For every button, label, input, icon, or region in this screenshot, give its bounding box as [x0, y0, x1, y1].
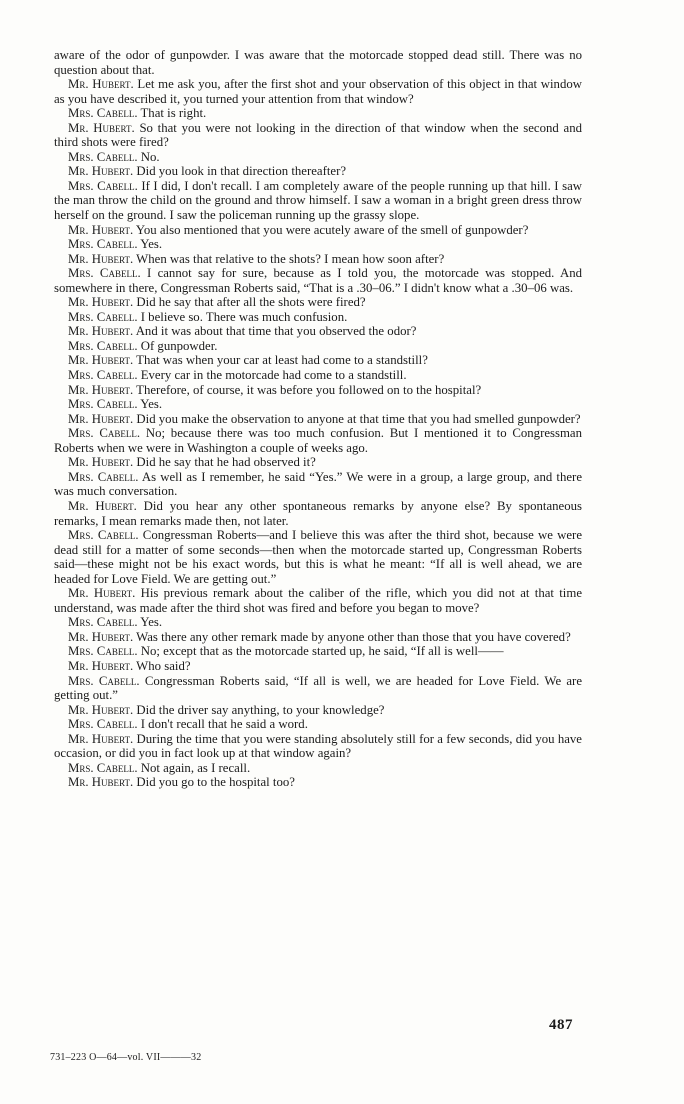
- speech-text: During the time that you were standing absolutely still for a few seconds, did you have occasion, or did you in fact look up at that window again?: [54, 731, 582, 761]
- speaker-label: Mr. Hubert.: [68, 586, 136, 601]
- speech-text: I cannot say for sure, because as I told you, the motorcade was stopped. And somewhere in there, Congressman Roberts said, “That is a .30–06.” I didn't know what a .30–06 was.: [54, 266, 583, 295]
- speaker-label: Mrs. Cabell.: [68, 368, 138, 383]
- speaker-label: Mr. Hubert.: [68, 353, 134, 368]
- speech-text: Was there any other remark made by anyone other than those that you have covered?: [136, 629, 571, 644]
- testimony-paragraph: [54, 659, 582, 674]
- speaker-label: Mr. Hubert.: [68, 222, 134, 237]
- speech-text: Did you hear any other spontaneous remarks by anyone else? By spontaneous remarks, I mean remarks made then, not later.: [54, 498, 583, 528]
- testimony-paragraph: [54, 150, 582, 165]
- speaker-label: Mr. Hubert.: [68, 731, 134, 746]
- testimony-paragraph: [54, 703, 582, 718]
- speech-text: Yes.: [140, 615, 163, 630]
- speaker-label: Mrs. Cabell.: [68, 469, 139, 484]
- testimony-paragraph: [54, 586, 582, 615]
- testimony-paragraph: [54, 368, 582, 383]
- testimony-paragraph: [54, 426, 582, 455]
- speaker-label: Mrs. Cabell.: [68, 309, 138, 324]
- speaker-label: Mrs. Cabell.: [68, 237, 138, 252]
- testimony-paragraph: [54, 295, 582, 310]
- speaker-label: Mrs. Cabell.: [68, 760, 138, 775]
- speaker-label: Mrs. Cabell.: [68, 528, 139, 543]
- testimony-text: [54, 48, 582, 790]
- testimony-paragraph: [54, 77, 582, 106]
- testimony-paragraph: [54, 499, 582, 528]
- speech-text: Did he say that after all the shots were fired?: [136, 295, 366, 310]
- testimony-paragraph: [54, 121, 582, 150]
- speech-text: Did the driver say anything, to your knowledge?: [136, 702, 385, 717]
- speech-text: His previous remark about the caliber of the rifle, which you did not at that time understand, was made after the third shot was fired and before you began to move?: [54, 586, 582, 615]
- testimony-paragraph: [54, 674, 582, 703]
- testimony-paragraph: [54, 223, 582, 238]
- speaker-label: Mr. Hubert.: [68, 295, 134, 310]
- speech-text: Every car in the motorcade had come to a standstill.: [140, 368, 407, 383]
- testimony-paragraph: [54, 353, 582, 368]
- testimony-paragraph: [54, 48, 582, 77]
- speech-text: If I did, I don't recall. I am completely aware of the people running up that hill. I saw the man throw the child on the ground and throw himself. I saw a woman in a bright green dress throw herself on the ground. I saw the policeman running up the grassy slope.: [54, 178, 582, 223]
- testimony-paragraph: [54, 252, 582, 267]
- speaker-label: Mr. Hubert.: [68, 455, 134, 470]
- testimony-paragraph: [54, 717, 582, 732]
- speech-text: That is right.: [140, 106, 207, 121]
- speaker-label: Mrs. Cabell.: [68, 397, 138, 412]
- speech-text: Did you go to the hospital too?: [136, 775, 295, 790]
- testimony-paragraph: [54, 266, 582, 295]
- testimony-paragraph: [54, 237, 582, 252]
- speaker-label: Mr. Hubert.: [68, 658, 134, 673]
- speech-text: Let me ask you, after the first shot and your observation of this object in that window as you have described it, you turned your attention from that window?: [54, 77, 582, 106]
- speaker-label: Mr. Hubert.: [68, 164, 134, 179]
- speaker-label: Mr. Hubert.: [68, 775, 134, 790]
- speech-text: Who said?: [136, 658, 191, 673]
- testimony-paragraph: [54, 397, 582, 412]
- testimony-paragraph: [54, 179, 582, 223]
- speech-text: That was when your car at least had come to a standstill?: [136, 353, 428, 368]
- testimony-paragraph: [54, 339, 582, 354]
- speech-text: aware of the odor of gunpowder. I was aware that the motorcade stopped dead still. There was no question about that.: [54, 48, 582, 77]
- speaker-label: Mr. Hubert.: [68, 629, 134, 644]
- speaker-label: Mrs. Cabell.: [68, 266, 141, 281]
- speaker-label: Mrs. Cabell.: [68, 178, 138, 193]
- testimony-paragraph: [54, 761, 582, 776]
- speaker-label: Mr. Hubert.: [68, 77, 134, 92]
- speech-text: When was that relative to the shots? I mean how soon after?: [136, 251, 445, 266]
- testimony-paragraph: [54, 106, 582, 121]
- speaker-label: Mrs. Cabell.: [68, 106, 138, 121]
- testimony-paragraph: [54, 383, 582, 398]
- testimony-paragraph: [54, 615, 582, 630]
- testimony-paragraph: [54, 644, 582, 659]
- speech-text: As well as I remember, he said “Yes.” We were in a group, a large group, and there was much conversation.: [54, 469, 582, 499]
- speaker-label: Mrs. Cabell.: [68, 644, 138, 659]
- testimony-paragraph: [54, 412, 582, 427]
- speech-text: No; because there was too much confusion. But I mentioned it to Congressman Roberts when we were in Washington a couple of weeks ago.: [54, 426, 583, 455]
- speech-text: No; except that as the motorcade started up, he said, “If all is well——: [140, 644, 504, 659]
- speech-text: Congressman Roberts said, “If all is well, we are headed for Love Field. We are getting out.”: [54, 673, 582, 703]
- speaker-label: Mrs. Cabell.: [68, 338, 138, 353]
- testimony-paragraph: [54, 164, 582, 179]
- speaker-label: Mr. Hubert.: [68, 702, 134, 717]
- testimony-paragraph: [54, 310, 582, 325]
- speech-text: Not again, as I recall.: [140, 760, 251, 775]
- speaker-label: Mr. Hubert.: [68, 498, 137, 513]
- speech-text: I don't recall that he said a word.: [140, 717, 308, 732]
- page-number: 487: [549, 1017, 573, 1033]
- speaker-label: Mrs. Cabell.: [68, 673, 140, 688]
- speaker-label: Mr. Hubert.: [68, 324, 134, 339]
- testimony-paragraph: [54, 630, 582, 645]
- speech-text: Did he say that he had observed it?: [136, 455, 316, 470]
- testimony-paragraph: [54, 732, 582, 761]
- speaker-label: Mrs. Cabell.: [68, 149, 138, 164]
- speaker-label: Mr. Hubert.: [68, 120, 135, 135]
- testimony-paragraph: [54, 470, 582, 499]
- speaker-label: Mr. Hubert.: [68, 251, 134, 266]
- speech-text: Did you look in that direction thereafter?: [136, 164, 347, 179]
- speech-text: I believe so. There was much confusion.: [140, 309, 348, 324]
- testimony-paragraph: [54, 775, 582, 790]
- speech-text: No.: [140, 149, 160, 164]
- testimony-paragraph: [54, 528, 582, 586]
- speech-text: Yes.: [140, 397, 163, 412]
- testimony-paragraph: [54, 455, 582, 470]
- speaker-label: Mr. Hubert.: [68, 411, 134, 426]
- testimony-paragraph: [54, 324, 582, 339]
- speech-text: And it was about that time that you observed the odor?: [135, 324, 417, 339]
- speech-text: Congressman Roberts—and I believe this was after the third shot, because we were dead still for a matter of some seconds—then when the motorcade started up, Congressman Roberts said—these might not be his exact words, but this is what he meant: “If all is well ahead, we are headed for Love Field. We are getting out.”: [54, 528, 583, 586]
- speech-text: Yes.: [140, 237, 163, 252]
- print-code-footer: 731–223 O—64—vol. VII———32: [50, 1052, 202, 1063]
- speaker-label: Mrs. Cabell.: [68, 426, 141, 441]
- speech-text: Therefore, of course, it was before you followed on to the hospital?: [136, 382, 482, 397]
- speech-text: Of gunpowder.: [140, 338, 218, 353]
- speech-text: You also mentioned that you were acutely aware of the smell of gunpowder?: [135, 222, 529, 237]
- speaker-label: Mrs. Cabell.: [68, 615, 138, 630]
- speech-text: Did you make the observation to anyone at that time that you had smelled gunpowder?: [136, 411, 581, 426]
- speaker-label: Mr. Hubert.: [68, 382, 134, 397]
- speaker-label: Mrs. Cabell.: [68, 717, 138, 732]
- speech-text: So that you were not looking in the direction of that window when the second and third shots were fired?: [54, 120, 582, 150]
